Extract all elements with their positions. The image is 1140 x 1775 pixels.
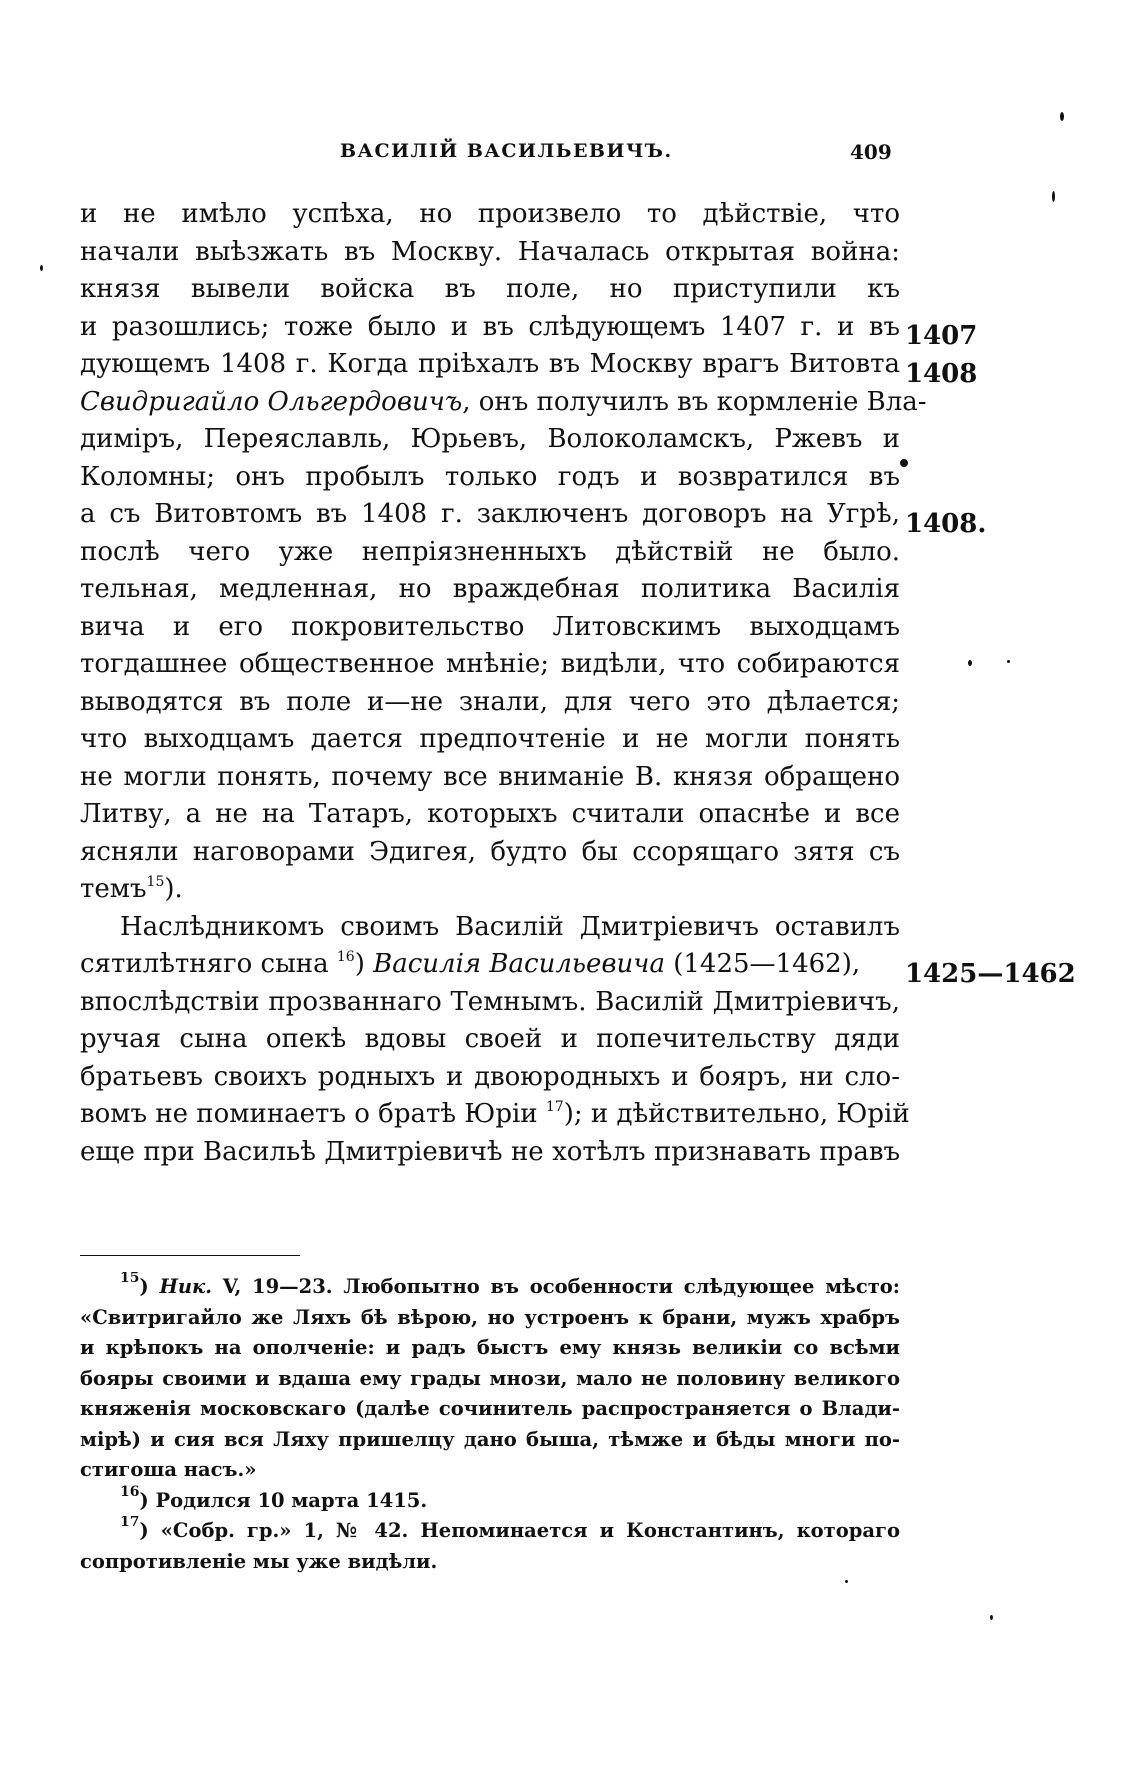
footnote-number: 16 xyxy=(120,1483,140,1500)
scan-speck xyxy=(990,1615,993,1620)
footnotes xyxy=(80,1272,900,1577)
text-line: Коломны; онъ пробылъ только годъ и возвратился въ xyxy=(80,461,900,492)
footnote-line: бояры своими и вдаша ему грады мнози, мало не половину великого xyxy=(80,1366,900,1390)
text-fragment: ) xyxy=(354,949,374,979)
footnote-ref: 17 xyxy=(545,1099,564,1115)
scan-speck xyxy=(900,459,908,467)
person-name-italic: Василія Васильевича xyxy=(373,949,665,979)
footnote-line: и крѣпокъ на ополченіе: и радъ быстъ ему князь великіи со всѣми xyxy=(80,1336,900,1359)
text-line: и не имѣло успѣха, но произвело то дѣйствіе, что xyxy=(80,199,900,229)
scan-speck xyxy=(845,1580,848,1583)
text-line: не могли понять, почему все вниманіе В. князя обращено xyxy=(80,761,900,792)
scan-speck xyxy=(1007,660,1010,663)
footnote-ref: 15 xyxy=(146,874,165,890)
text-line: что выходцамъ дается предпочтеніе и не могли понять xyxy=(80,724,900,754)
text-fragment: темъ xyxy=(80,874,147,904)
text-line: послѣ чего уже непріязненныхъ дѣйствій не было. xyxy=(80,536,900,567)
text-line: ручая сына опекѣ вдовы своей и попечительству дяди xyxy=(80,1024,900,1054)
text-line: Наслѣдникомъ своимъ Василій Дмитріевичъ оставилъ xyxy=(120,911,900,942)
text-line: и разошлись; тоже было и въ слѣдующемъ 1407 г. и въ xyxy=(80,311,900,342)
footnote-line xyxy=(80,1272,900,1303)
margin-date: 1408 xyxy=(905,359,978,389)
text-fragment: (1425—1462), xyxy=(664,949,861,979)
footnote-fragment: ) Родился 10 марта 1415. xyxy=(139,1488,428,1512)
margin-date: 1425—1462 xyxy=(905,959,1076,989)
text-line xyxy=(80,384,927,422)
text-line: Литву, а не на Татаръ, которыхъ считали опаснѣе и все xyxy=(80,799,900,829)
footnote-line: сопротивленіе мы уже видѣли. xyxy=(80,1549,438,1573)
footnote-line xyxy=(80,1483,900,1517)
scan-speck xyxy=(968,660,972,666)
footnote-line: мірѣ) и сия вся Ляху пришелцу дано быша, тѣмже и бѣды многи по- xyxy=(80,1427,900,1451)
footnote-line: стигоша насъ.» xyxy=(80,1458,257,1481)
text-fragment: ). xyxy=(164,874,183,904)
footnote-line: княженія московскаго (далѣе сочинитель распространяется о Влади- xyxy=(80,1397,900,1420)
footnote-divider xyxy=(80,1255,300,1256)
text-fragment: , онъ получилъ въ кормленіе Вла- xyxy=(462,386,927,417)
text-line: выводятся въ поле и—не знали, для чего это дѣлается; xyxy=(80,686,900,717)
text-line: впослѣдствіи прозваннаго Темнымъ. Василій Дмитріевичъ, xyxy=(80,986,900,1017)
text-fragment: сятилѣтняго сына xyxy=(80,949,337,979)
page-number: 409 xyxy=(850,140,892,164)
margin-date: 1407 xyxy=(905,321,978,351)
source-abbrev-italic: Ник. xyxy=(159,1275,213,1298)
scan-speck xyxy=(1052,191,1055,202)
margin-date: 1408. xyxy=(905,509,987,539)
text-line xyxy=(80,1096,910,1134)
text-line xyxy=(80,946,900,984)
footnote-line xyxy=(80,1516,900,1547)
footnote-number: 15 xyxy=(120,1272,140,1286)
text-line: вича и его покровительство Литовскимъ выходцамъ xyxy=(80,611,900,642)
text-line: диміръ, Переяславль, Юрьевъ, Волоколамскъ, Ржевъ и xyxy=(80,424,900,454)
text-line: дующемъ 1408 г. Когда пріѣхалъ въ Москву врагъ Витовта xyxy=(80,349,900,379)
scan-speck xyxy=(1060,112,1064,121)
footnote-number: 17 xyxy=(120,1516,140,1530)
text-line xyxy=(80,871,900,909)
text-fragment: вомъ не поминаетъ о братѣ Юріи xyxy=(80,1099,546,1129)
footnote-fragment: ) «Собр. гр.» 1, № 42. Непоминается и Константинъ, котораго xyxy=(139,1519,900,1542)
text-line: тельная, медленная, но враждебная политика Василія xyxy=(80,574,900,604)
running-header-title: ВАСИЛІЙ ВАСИЛЬЕВИЧЪ. xyxy=(340,140,673,162)
main-text xyxy=(80,196,927,1171)
text-line: князя вывели войска въ поле, но приступили къ xyxy=(80,274,900,304)
text-line: ясняли наговорами Эдигея, будто бы ссорящаго зятя съ xyxy=(80,836,900,867)
scan-speck xyxy=(40,265,43,271)
footnote-fragment: V, 19—23. Любопытно въ особенности слѣдующее мѣсто: xyxy=(212,1275,900,1298)
person-name-italic: Свидригайло Ольгердовичъ xyxy=(80,386,463,417)
text-line: братьевъ своихъ родныхъ и двоюродныхъ и бояръ, ни сло- xyxy=(80,1061,900,1092)
text-line: еще при Васильѣ Дмитріевичѣ не хотѣлъ признавать правъ xyxy=(80,1136,900,1167)
footnote-ref: 16 xyxy=(336,949,355,965)
text-line: тогдашнее общественное мнѣніе; видѣли, что собираются xyxy=(80,649,900,679)
text-line: а съ Витовтомъ въ 1408 г. заключенъ договоръ на Угрѣ, xyxy=(80,499,900,529)
footnote-fragment: ) xyxy=(139,1275,160,1298)
footnote-line: «Свитригайло же Ляхъ бѣ вѣрою, но устроенъ к брани, мужъ храбръ xyxy=(80,1305,900,1329)
text-line: начали выѣзжать въ Москву. Началась открытая война: xyxy=(80,236,900,267)
text-fragment: ); и дѣйствительно, Юрій xyxy=(563,1099,910,1129)
